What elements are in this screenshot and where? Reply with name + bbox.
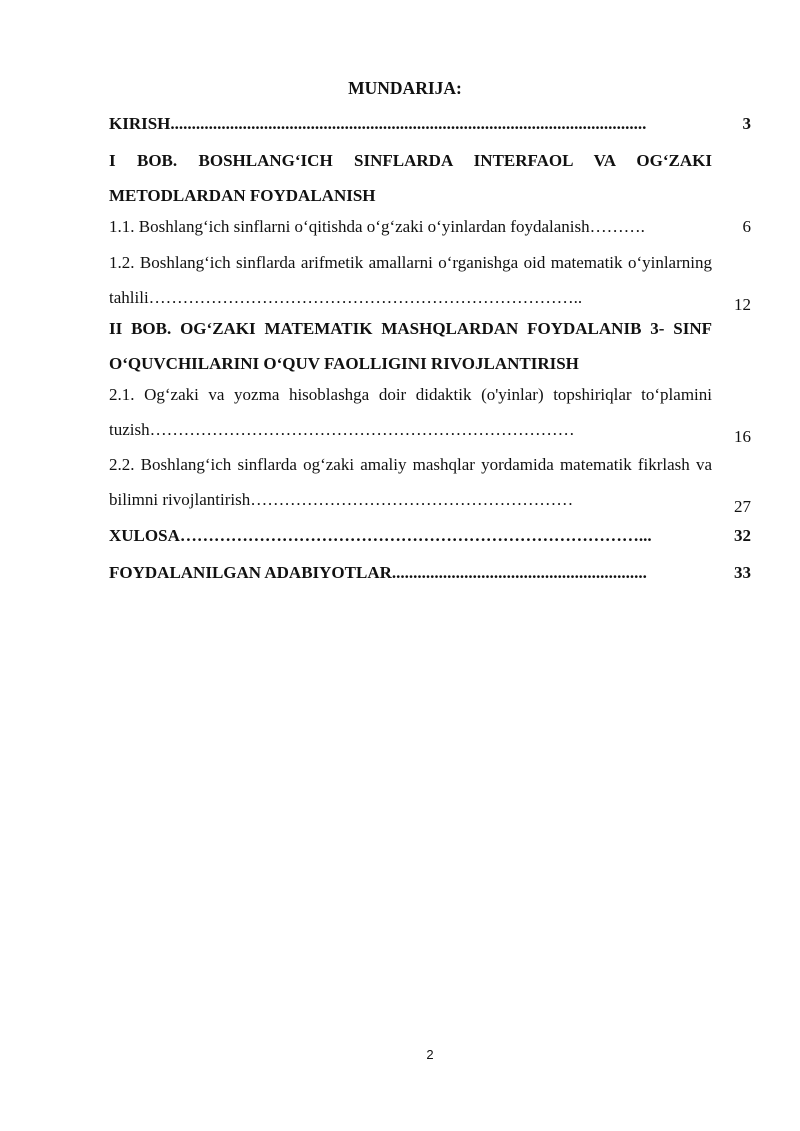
page-number: 2 <box>426 1047 434 1062</box>
toc-entry-page: 3 <box>742 114 751 133</box>
toc-entry-kirish <box>109 106 751 141</box>
toc-entry-page: 12 <box>734 295 751 314</box>
document-title: MUNDARIJA: <box>348 78 462 98</box>
toc-entry-label: FOYDALANILGAN ADABIYOTLAR............................................................ <box>109 563 647 582</box>
toc-entry-label: 2.2. Boshlang‘ich sinflarda og‘zaki amaliy mashqlar yordamida matematik fikrlash va bilimni rivojlantirish………………………………………………… <box>109 455 712 509</box>
toc-entry-label: I BOB. BOSHLANG‘ICH SINFLARDA INTERFAOL VA OG‘ZAKI METODLARDAN FOYDALANISH <box>109 151 712 205</box>
toc-entry-page: 32 <box>734 526 751 545</box>
toc-entry-label: 1.1. Boshlang‘ich sinflarni o‘qitishda o‘g‘zaki o‘yinlardan foydalanish………. <box>109 217 645 236</box>
toc-entry-chapter-1 <box>109 143 751 213</box>
toc-entry-label: II BOB. OG‘ZAKI MATEMATIK MASHQLARDAN FOYDALANIB 3- SINF O‘QUVCHILARINI O‘QUV FAOLLIGINI RIVOJLANTIRISH <box>109 319 712 373</box>
toc-entry-chapter-2 <box>109 311 751 381</box>
toc-entry-label: XULOSA………………………………………………………………………... <box>109 526 652 545</box>
toc-entry-label: KIRISH................................................................................................................ <box>109 114 647 133</box>
toc-entry-1-1 <box>109 209 751 244</box>
toc-entry-page: 33 <box>734 563 751 582</box>
toc-entry-label: 2.1. Og‘zaki va yozma hisoblashga doir didaktik (o'yinlar) topshiriqlar to‘plamini tuzish………………………………………………………………… <box>109 385 712 439</box>
toc-entry-page: 16 <box>734 427 751 446</box>
toc-entry-page: 6 <box>742 217 751 236</box>
toc-entry-page: 27 <box>734 497 751 516</box>
toc-entry-adabiyotlar <box>109 555 751 590</box>
toc-entry-1-2 <box>109 245 751 315</box>
toc-entry-label: 1.2. Boshlang‘ich sinflarda arifmetik amallarni o‘rganishga oid matematik o‘yinlarning tahlili………………………………………………………………….. <box>109 253 712 307</box>
toc-entry-xulosa <box>109 518 751 553</box>
toc-entry-2-1 <box>109 377 751 447</box>
toc-entry-2-2 <box>109 447 751 517</box>
